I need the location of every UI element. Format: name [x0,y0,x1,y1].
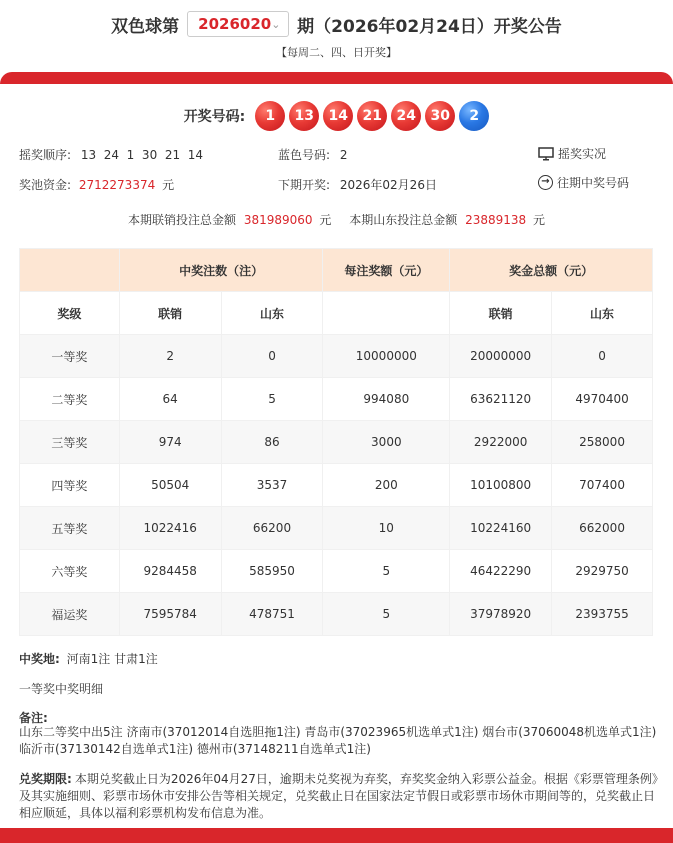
first-prize-detail: 一等奖中奖明细 [19,682,104,696]
next-draw-label: 下期开奖: [278,178,331,192]
prize-pool-label: 奖池资金: [19,178,72,192]
sd-sales-unit: 元 [532,213,545,227]
cell-per: 3000 [323,421,450,464]
cell-per: 200 [323,464,450,507]
header-union: 联销 [119,292,221,335]
cell-total-sd: 707400 [552,464,653,507]
history-link-label: 往期中奖号码 [557,176,630,190]
cell-level: 五等奖 [20,507,120,550]
sales-summary [0,211,673,228]
cell-level: 一等奖 [20,335,120,378]
table-row [20,335,653,378]
cell-total-union: 46422290 [450,550,552,593]
cell-level: 三等奖 [20,421,120,464]
claim-deadline [19,771,659,822]
cell-per: 5 [323,593,450,636]
page-title [0,10,673,38]
cell-total-sd: 258000 [552,421,653,464]
cell-per: 994080 [323,378,450,421]
red-ball: 30 [425,101,455,131]
cell-sd: 0 [221,335,323,378]
cell-sd: 86 [221,421,323,464]
table-row [20,378,653,421]
cell-total-sd: 0 [552,335,653,378]
period-select[interactable] [187,11,289,37]
cell-total-sd: 2929750 [552,550,653,593]
live-draw-link[interactable] [538,145,606,162]
blue-number [278,146,348,163]
cell-level: 二等奖 [20,378,120,421]
winning-numbers-label: 开奖号码: [183,109,246,125]
header-sd-total: 山东 [552,292,653,335]
union-sales-unit: 元 [319,213,332,227]
cell-total-sd: 662000 [552,507,653,550]
title-suffix: 期（2026年02月24日）开奖公告 [297,16,562,37]
prize-pool-value: 2712273374 [78,178,156,192]
bottom-red-bar [0,828,673,843]
draw-order-label: 摇奖顺序: [19,148,72,162]
table-header-row [20,249,653,292]
sd-sales-label: 本期山东投注总金额 [349,213,458,227]
cell-total-union: 63621120 [450,378,552,421]
cell-per: 10000000 [323,335,450,378]
remark-label-text: 备注: [19,711,48,725]
draw-order-value: 13 24 1 30 21 14 [80,148,204,162]
winning-numbers [0,101,673,131]
claim-deadline-label: 兑奖期限: [19,772,72,786]
title-prefix: 双色球第 [111,16,180,37]
prize-table [19,248,653,636]
red-ball: 1 [255,101,285,131]
winning-places [19,651,659,668]
blue-ball: 2 [459,101,489,131]
red-ball: 14 [323,101,353,131]
table-row [20,421,653,464]
table-row [20,464,653,507]
cell-sd: 478751 [221,593,323,636]
chevron-down-icon: ⌄ [271,17,281,31]
header-per-empty [323,292,450,335]
cell-total-union: 10100800 [450,464,552,507]
cell-sd: 66200 [221,507,323,550]
header-union-total: 联销 [450,292,552,335]
monitor-icon [538,147,554,161]
header-winners: 中奖注数（注） [119,249,323,292]
cell-union: 974 [119,421,221,464]
arrow-right-circle-icon: → [538,175,553,190]
remark-text: 山东二等奖中出5注 济南市(37012014自选胆拖1注) 青岛市(37023965机选单式1注) 烟台市(37060048机选单式1注) 临沂市(37130142自选单式1注) 德州市(37148211自选单式1注) [19,725,657,756]
winning-places-label: 中奖地: [19,652,60,666]
red-ball: 21 [357,101,387,131]
draw-order [19,146,203,163]
winning-places-value: 河南1注 甘肃1注 [66,652,158,666]
cell-union: 50504 [119,464,221,507]
table-subheader-row [20,292,653,335]
header-per-prize: 每注奖额（元） [323,249,450,292]
cell-level: 四等奖 [20,464,120,507]
blue-number-label: 蓝色号码: [278,148,331,162]
union-sales-value: 381989060 [243,213,313,227]
header-level: 奖级 [20,292,120,335]
cell-level: 六等奖 [20,550,120,593]
claim-deadline-text: 本期兑奖截止日为2026年04月27日，逾期未兑奖视为弃奖，弃奖奖金纳入彩票公益金。根据《彩票管理条例》及其实施细则、彩票市场休市安排公告等相关规定，兑奖截止日在国家法定节假日或彩票市场休市期间等的，兑奖截止日相应顺延，具体以福利彩票机构发布信息为准。 [19,772,658,820]
cell-per: 5 [323,550,450,593]
cell-total-sd: 4970400 [552,378,653,421]
cell-union: 64 [119,378,221,421]
cell-total-union: 2922000 [450,421,552,464]
table-row [20,593,653,636]
cell-per: 10 [323,507,450,550]
cell-level: 福运奖 [20,593,120,636]
cell-total-union: 20000000 [450,335,552,378]
red-ball: 24 [391,101,421,131]
cell-total-union: 37978920 [450,593,552,636]
next-draw [278,176,437,193]
table-row [20,507,653,550]
header-total: 奖金总额（元） [450,249,653,292]
cell-total-union: 10224160 [450,507,552,550]
red-ball: 13 [289,101,319,131]
sd-sales-value: 23889138 [465,213,527,227]
header-empty [20,249,120,292]
header-sd: 山东 [221,292,323,335]
prize-pool-unit: 元 [162,178,175,192]
history-link[interactable] [538,174,629,191]
cell-sd: 585950 [221,550,323,593]
period-value: 2026020 [198,15,272,33]
prize-pool [19,176,174,193]
draw-schedule: 【每周二、四、日开奖】 [276,46,397,59]
cell-union: 7595784 [119,593,221,636]
table-row [20,550,653,593]
cell-total-sd: 2393755 [552,593,653,636]
next-draw-value: 2026年02月26日 [339,178,437,192]
cell-union: 2 [119,335,221,378]
blue-number-value: 2 [339,148,348,162]
cell-sd: 3537 [221,464,323,507]
cell-union: 1022416 [119,507,221,550]
top-red-bar [0,72,673,84]
cell-sd: 5 [221,378,323,421]
cell-union: 9284458 [119,550,221,593]
live-draw-label: 摇奖实况 [558,147,607,161]
union-sales-label: 本期联销投注总金额 [128,213,237,227]
